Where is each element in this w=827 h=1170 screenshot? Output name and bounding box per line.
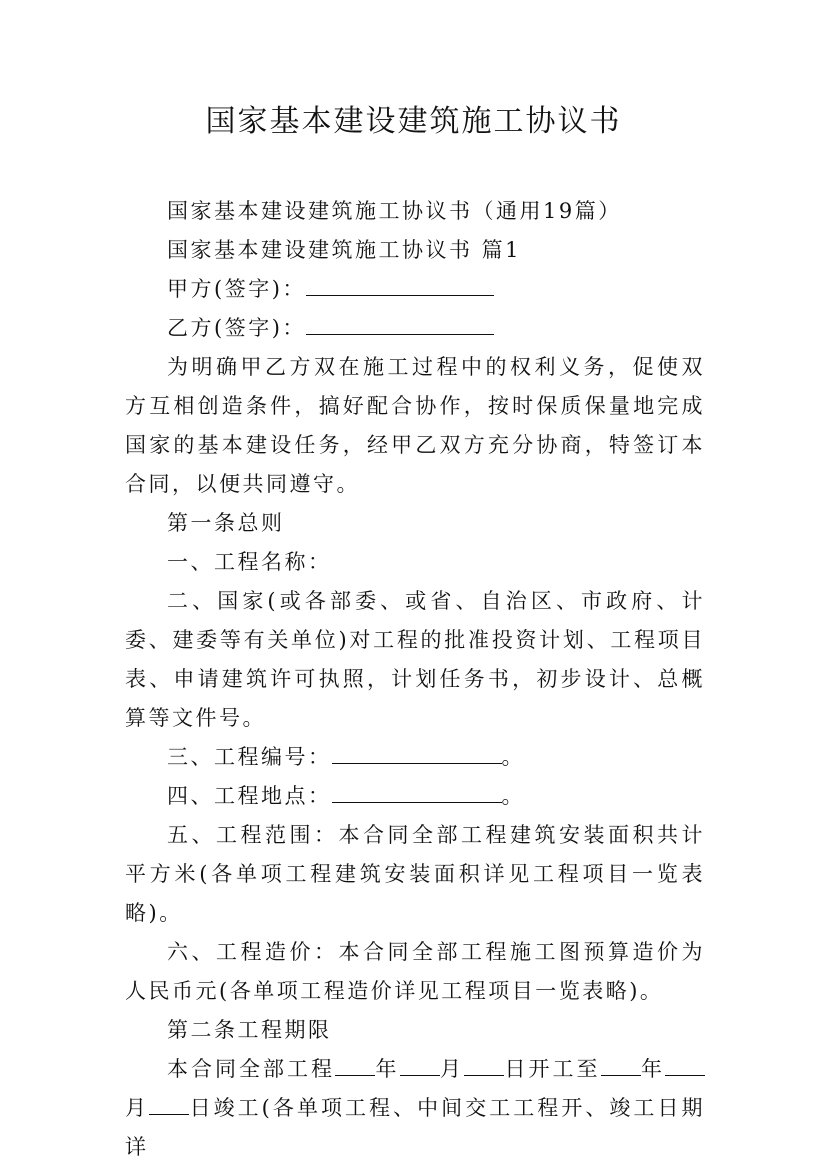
start-year-blank	[335, 1053, 375, 1076]
end-year-blank	[601, 1053, 641, 1076]
start-month-blank	[400, 1053, 440, 1076]
project-number-period: 。	[501, 745, 525, 769]
party-a-blank	[306, 273, 494, 296]
period-rest: 日竣工(各单项工程、中间交工工程开、竣工日期详	[125, 1096, 706, 1159]
article-1-heading: 第一条总则	[167, 511, 285, 535]
end-day-blank	[149, 1092, 189, 1115]
end-month-blank	[665, 1053, 705, 1076]
approval-documents-paragraph: 二、国家(或各部委、或省、自治区、市政府、计委、建委等有关单位)对工程的批准投资计划、工程项目表、申请建筑许可执照，计划任务书，初步设计、总概算等文件号。	[125, 589, 705, 730]
project-number-label: 三、工程编号：	[167, 745, 332, 769]
project-location-label: 四、工程地点：	[167, 784, 332, 808]
period-prefix: 本合同全部工程	[167, 1057, 335, 1081]
project-number-line	[125, 738, 705, 777]
party-b-signature-line	[125, 309, 705, 348]
period-month-2: 月	[125, 1096, 150, 1120]
party-b-blank	[306, 312, 494, 335]
project-number-blank	[332, 741, 502, 764]
project-period-paragraph	[125, 1050, 705, 1167]
period-year-2: 年	[640, 1057, 665, 1081]
party-b-label: 乙方(签字)：	[167, 316, 306, 340]
period-day-1: 日开工至	[504, 1057, 601, 1081]
document-body	[125, 192, 705, 1167]
period-month-1: 月	[439, 1057, 464, 1081]
project-cost-paragraph: 六、工程造价：本合同全部工程施工图预算造价为人民币元(各单项工程造价详见工程项目一览表略)。	[125, 940, 705, 1003]
project-location-blank	[332, 780, 502, 803]
article-2-heading: 第二条工程期限	[167, 1018, 332, 1042]
project-location-period: 。	[501, 784, 525, 808]
start-day-blank	[464, 1053, 504, 1076]
document-title: 国家基本建设建筑施工协议书	[205, 104, 622, 139]
paragraph-section-heading: 国家基本建设建筑施工协议书 篇1	[167, 238, 522, 262]
party-a-signature-line	[125, 270, 705, 309]
paragraph-purpose: 为明确甲乙方双在施工过程中的权利义务，促使双方互相创造条件，搞好配合协作，按时保质保量地完成国家的基本建设任务，经甲乙双方充分协商，特签订本合同，以便共同遵守。	[125, 355, 705, 496]
project-scope-paragraph: 五、工程范围：本合同全部工程建筑安装面积共计平方米(各单项工程建筑安装面积详见工程项目一览表略)。	[125, 823, 705, 925]
project-name-line: 一、工程名称：	[167, 550, 332, 574]
project-location-line	[125, 777, 705, 816]
period-year-1: 年	[375, 1057, 400, 1081]
party-a-label: 甲方(签字)：	[167, 277, 306, 301]
paragraph-subtitle: 国家基本建设建筑施工协议书（通用19篇）	[167, 199, 622, 223]
